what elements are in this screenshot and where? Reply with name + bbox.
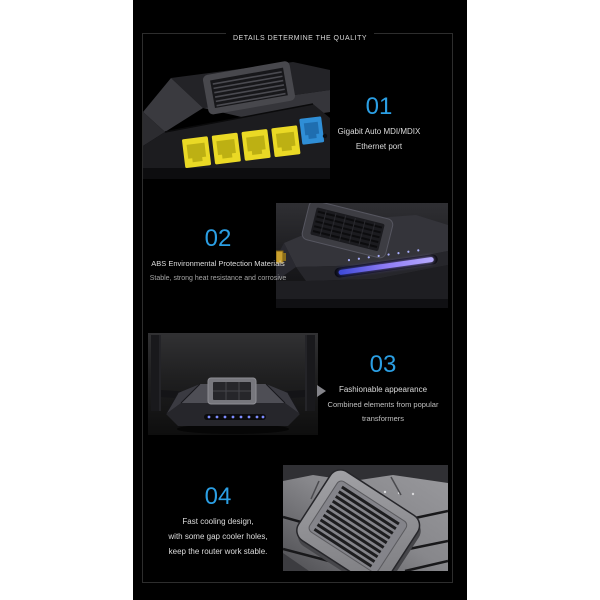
page-title: DETAILS DETERMINE THE QUALITY (226, 33, 374, 45)
router-cooling-illustration (283, 465, 448, 571)
feature-2-number: 02 (204, 225, 232, 252)
feature-1-line-2: Ethernet port (355, 142, 403, 151)
router-antennas-photo (148, 333, 318, 435)
feature-4-text (140, 484, 296, 559)
feature-4-line-3: keep the router work stable. (168, 547, 268, 556)
feature-2-line-1: ABS Environmental Protection Materials (151, 259, 285, 268)
router-cooling-photo (283, 465, 448, 571)
feature-4-line-2: with some gap cooler holes, (168, 532, 268, 541)
router-ports-illustration (143, 60, 330, 179)
feature-2-text (140, 226, 296, 286)
product-detail-panel (133, 0, 467, 600)
section-header (133, 27, 467, 45)
feature-3-number: 03 (369, 351, 397, 378)
feature-3-line-1: Fashionable appearance (338, 385, 428, 394)
feature-1-line-1: Gigabit Auto MDI/MDIX (337, 127, 421, 136)
router-led-illustration (276, 203, 448, 308)
router-antennas-illustration (148, 333, 318, 435)
router-led-photo (276, 203, 448, 308)
feature-4-number: 04 (204, 483, 232, 510)
feature-4-line-1: Fast cooling design, (182, 517, 254, 526)
router-ports-photo (143, 60, 330, 179)
feature-3-line-2: Combined elements from popular transformers (327, 400, 439, 423)
feature-1-number: 01 (365, 93, 393, 120)
feature-2-line-2: Stable, strong heat resistance and corrosive (149, 275, 287, 282)
feature-1-text (323, 94, 435, 154)
feature-3-text (316, 352, 450, 426)
